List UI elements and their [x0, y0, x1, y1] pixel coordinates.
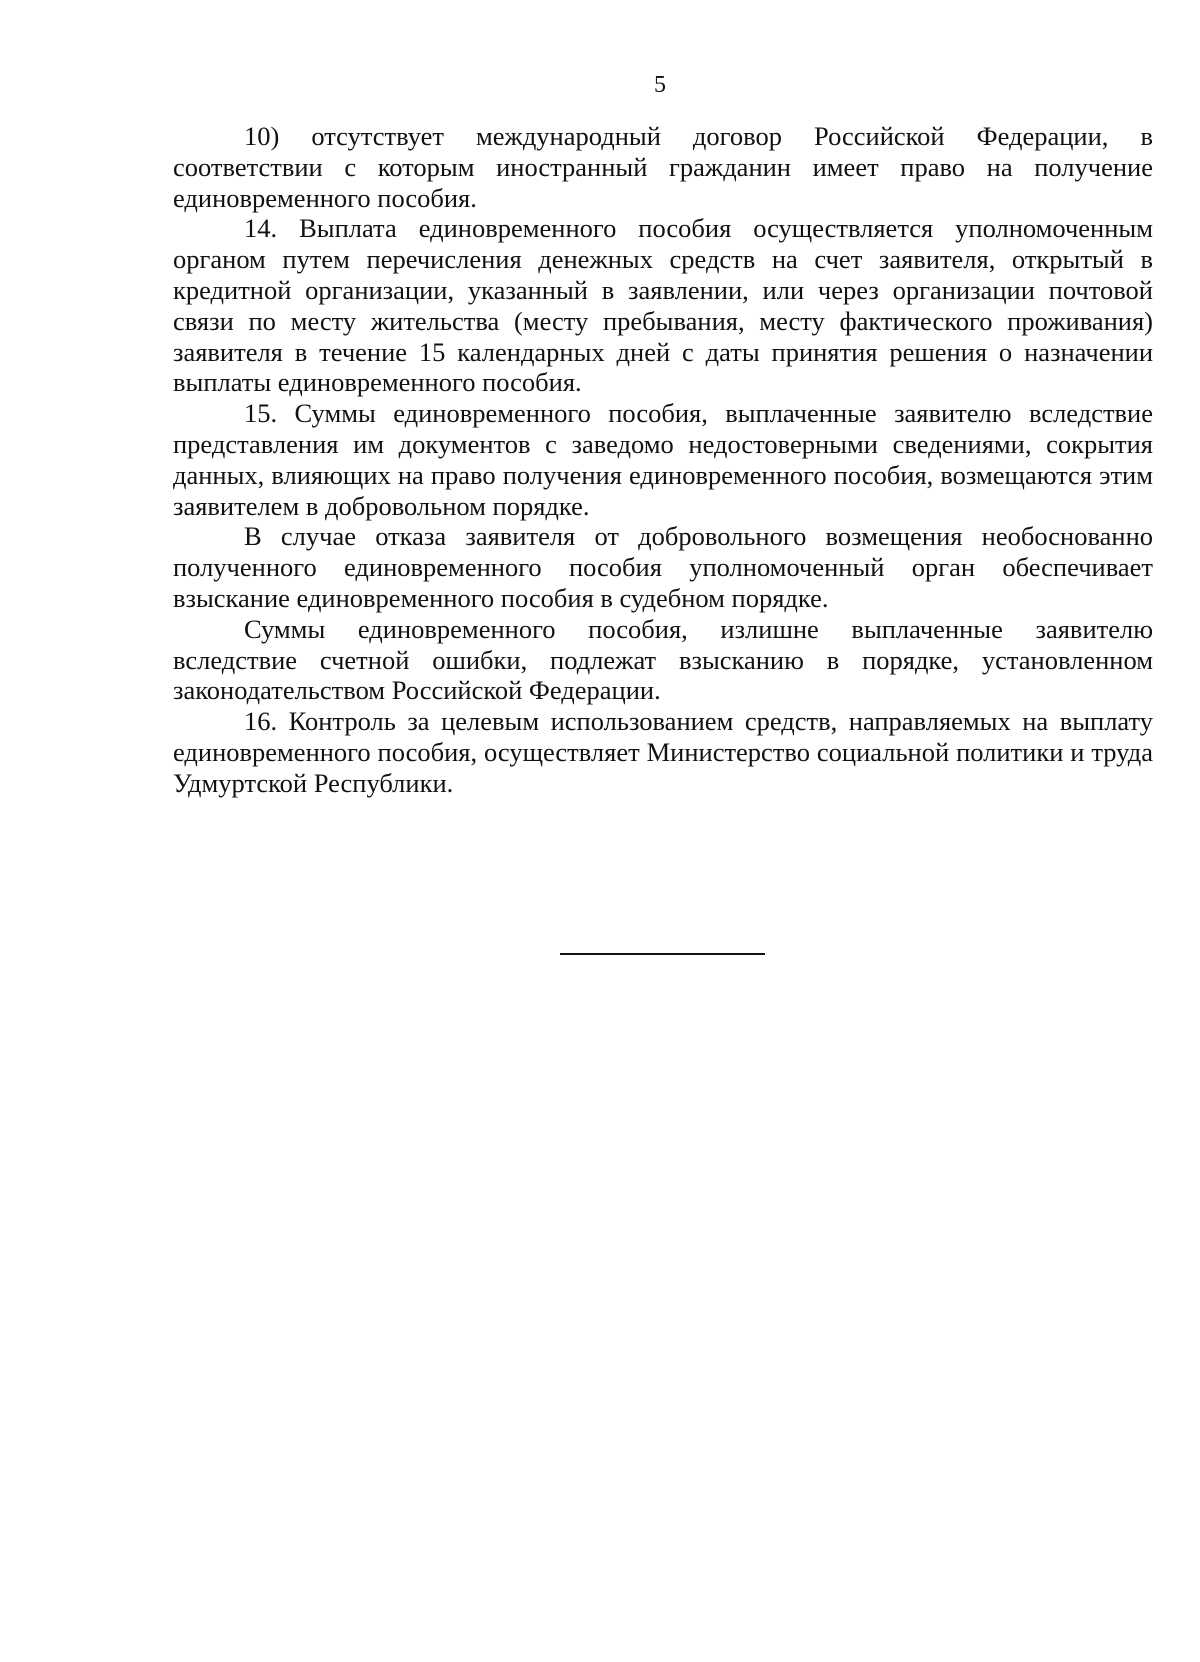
paragraph-15-refusal: В случае отказа заявителя от добровольного возмещения необоснованно полученного единовременного пособия уполномоченный орган обеспечивает взыскание единовременного пособия в судебном порядке.	[173, 521, 1153, 613]
paragraph-16: 16. Контроль за целевым использованием средств, направляемых на выплату единовременного пособия, осуществляет Министерство социальной политики и труда Удмуртской Республики.	[173, 706, 1153, 798]
paragraph-item-10: 10) отсутствует международный договор Российской Федерации, в соответствии с которым иностранный гражданин имеет право на получение единовременного пособия.	[173, 121, 1153, 213]
end-separator-line	[560, 953, 765, 955]
document-body	[173, 121, 1153, 799]
paragraph-15: 15. Суммы единовременного пособия, выплаченные заявителю вследствие представления им документов с заведомо недостоверными сведениями, сокрытия данных, влияющих на право получения единовременного пособия, возмещаются этим заявителем в добровольном порядке.	[173, 398, 1153, 521]
paragraph-14: 14. Выплата единовременного пособия осуществляется уполномоченным органом путем перечисления денежных средств на счет заявителя, открытый в кредитной организации, указанный в заявлении, или через организации почтовой связи по месту жительства (месту пребывания, месту фактического проживания) заявителя в течение 15 календарных дней с даты принятия решения о назначении выплаты единовременного пособия.	[173, 213, 1153, 398]
paragraph-15-overpayment: Суммы единовременного пособия, излишне выплаченные заявителю вследствие счетной ошибки, подлежат взысканию в порядке, установленном законодательством Российской Федерации.	[173, 613, 1153, 706]
page-number: 5	[654, 72, 666, 98]
